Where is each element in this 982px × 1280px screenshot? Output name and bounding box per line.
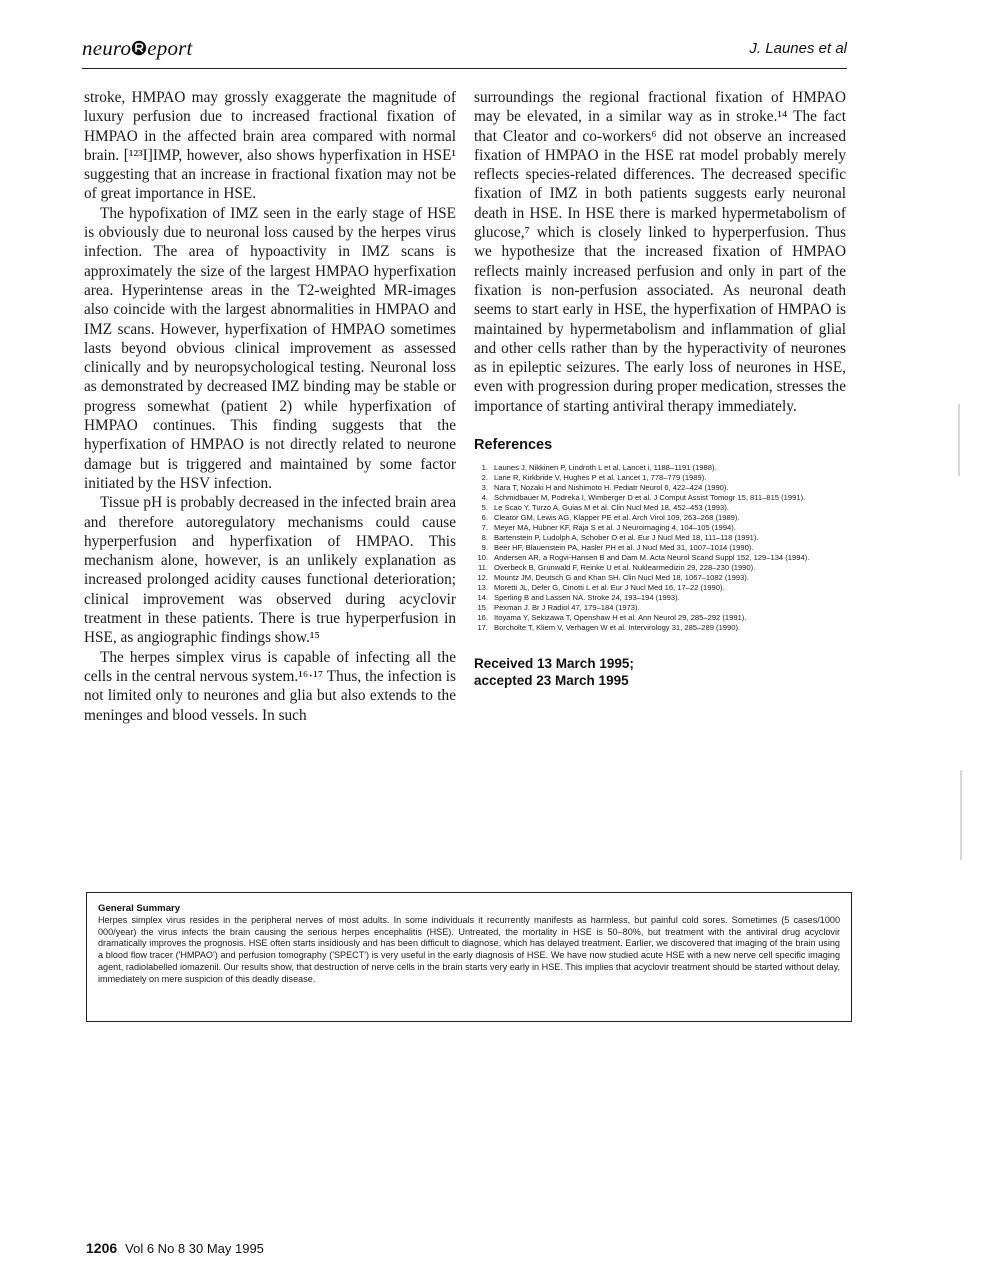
body-paragraph: The herpes simplex virus is capable of infecting all the cells in the central nervous system.¹⁶·¹⁷ Thus, the infection is not limited only to neurones and glia but also extends to the meninges and blood vessels. In such bbox=[84, 648, 456, 724]
reference-item bbox=[474, 493, 846, 503]
reference-number: 12. bbox=[477, 573, 488, 583]
reference-item bbox=[474, 603, 846, 613]
reference-item bbox=[474, 553, 846, 563]
reference-item bbox=[474, 463, 846, 473]
right-column bbox=[474, 88, 846, 689]
body-paragraph: surroundings the regional fractional fixation of HMPAO may be elevated, in a similar way as in stroke.¹⁴ The fact that Cleator and co-workers⁶ did not observe an increased fixation of HMPAO in the HSE rat model probably merely reflects species-related differences. The decreased specific fixation of IMZ in both patients suggests early neuronal death in HSE. In HSE there is marked hypermetabolism of glucose,⁷ which is closely linked to hyperperfusion. Thus we hypothesize that the increased fixation of HMPAO reflects mainly increased perfusion and only in part of the fixation is non-perfusion associated. As neuronal death seems to start early in HSE, the hyperfixation of HMPAO is maintained by hypermetabolism and inflammation of glial and other cells rather than by the hyperactivity of neurones as in epileptic seizures. The early loss of neurones in HSE, even with progression during proper medication, stresses the importance of starting antiviral therapy immediately. bbox=[474, 89, 846, 415]
journal-title-prefix: neuro bbox=[82, 36, 132, 60]
reference-text: Schmidbauer M, Podreka I, Wimberger D et al. J Comput Assist Tomogr 15, 811–815 (1991). bbox=[494, 493, 806, 503]
reference-item bbox=[474, 613, 846, 623]
reference-text: Pexman J. Br J Radiol 47, 179–184 (1973). bbox=[494, 603, 640, 613]
body-paragraph: The hypofixation of IMZ seen in the early stage of HSE is obviously due to neuronal loss caused by the herpes virus infection. The area of hypoactivity in IMZ scans is approximately the size of the largest HMPAO hyperfixation area. Hyperintense areas in the T2-weighted MR-images also coincide with the largest abnormalities in HMPAO and IMZ scans. However, hyperfixation of HMPAO sometimes lasts beyond obvious clinical improvement as assessed clinically and by neuropsychological testing. Neuronal loss as demonstrated by decreased IMZ binding may be stable or progress somewhat (patient 2) while hyperfixation of HMPAO continues. This finding suggests that the hyperfixation of HMPAO is not directly related to neurone damage but is triggered and maintained by some factor initiated by the HSV infection. bbox=[84, 204, 456, 492]
reference-item bbox=[474, 563, 846, 573]
reference-number: 2. bbox=[481, 473, 488, 483]
journal-logo-icon bbox=[131, 40, 147, 56]
scan-artifact bbox=[958, 404, 960, 476]
reference-number: 7. bbox=[481, 523, 488, 533]
reference-number: 4. bbox=[481, 493, 488, 503]
reference-text: Overbeck B, Grunwald F, Reinke U et al. Nuklearmedizin 29, 228–230 (1990). bbox=[494, 563, 756, 573]
reference-text: Beer HF, Blauenstein PA, Hasler PH et al. J Nucl Med 31, 1007–1014 (1990). bbox=[494, 543, 754, 553]
reference-text: Lane R, Kirkbride V, Hughes P et al. Lancet 1, 778–779 (1989). bbox=[494, 473, 707, 483]
reference-item bbox=[474, 483, 846, 493]
reference-item bbox=[474, 513, 846, 523]
reference-text: Le Scao Y, Turzo A, Guias M et al. Clin Nucl Med 18, 452–453 (1993). bbox=[494, 503, 729, 513]
reference-text: Launes J, Nikkinen P, Lindroth L et al. Lancet i, 1188–1191 (1988). bbox=[494, 463, 717, 473]
reference-number: 11. bbox=[478, 563, 488, 573]
reference-item bbox=[474, 623, 846, 633]
reference-list bbox=[474, 463, 846, 633]
reference-text: Itoyama Y, Sekizawa T, Openshaw H et al. Ann Neurol 29, 285–292 (1991). bbox=[494, 613, 747, 623]
reference-text: Meyer MA, Hubner KF, Raja S et al. J Neuroimaging 4, 104–105 (1994). bbox=[494, 523, 736, 533]
reference-text: Nara T, Nozaki H and Nishimoto H. Pediatr Neurol 6, 422–424 (1990). bbox=[494, 483, 729, 493]
journal-title bbox=[82, 36, 193, 61]
reference-item bbox=[474, 543, 846, 553]
general-summary-box bbox=[86, 892, 852, 1022]
reference-number: 6. bbox=[481, 513, 488, 523]
references-heading: References bbox=[474, 437, 553, 454]
reference-item bbox=[474, 473, 846, 483]
accepted-date: accepted 23 March 1995 bbox=[474, 673, 629, 689]
reference-item bbox=[474, 583, 846, 593]
reference-number: 17. bbox=[477, 623, 488, 633]
reference-text: Cleator GM, Lewis AG, Klapper PE et al. Arch Virol 109, 263–268 (1989). bbox=[494, 513, 740, 523]
summary-text: Herpes simplex virus resides in the peripheral nerves of most adults. In some individuals it recurrently manifests as harmless, but painful cold sores. Sometimes (5 cases/1000 000/year) the virus infects the brain causing the serious herpes encephalitis (HSE). Untreated, the mortality in HSE is 50–80%, but treatment with the antiviral drug acyclovir dramatically improves the prognosis. HSE often starts insidiously and has been difficult to diagnose, which has delayed treatment. Earlier, we discovered that imaging of the brain using a blood flow tracer ('HMPAO') and perfusion tomography ('SPECT') is very useful in the early diagnosis of HSE. We have now studied acute HSE with a new nerve cell specific imaging agent, radiolabelled iomazenil. Our results show, that destruction of nerve cells in the brain starts very early in HSE. This implies that acyclovir treatment should be started without delay, immediately on mere suspicion of this deadly disease. bbox=[98, 915, 840, 984]
reference-number: 10. bbox=[477, 553, 488, 563]
body-paragraph: Tissue pH is probably decreased in the infected brain area and therefore autoregulatory mechanisms could cause hyperperfusion and hyperfixation of HMPAO. This mechanism alone, however, is an unlikely explanation as increased prolonged acidity causes functional deterioration; clinical improvement was observed during acyclovir treatment in these patients. There is true hyperperfusion in HSE, as angiographic findings show.¹⁵ bbox=[84, 494, 456, 647]
reference-text: Mountz JM, Deutsch G and Khan SH. Clin Nucl Med 18, 1067–1082 (1993). bbox=[494, 573, 749, 583]
reference-item bbox=[474, 593, 846, 603]
reference-number: 1. bbox=[481, 463, 488, 473]
issue-info: Vol 6 No 8 30 May 1995 bbox=[125, 1241, 264, 1256]
reference-item bbox=[474, 523, 846, 533]
page-footer bbox=[86, 1240, 264, 1256]
reference-number: 9. bbox=[481, 543, 488, 553]
reference-text: Moretti JL, Defer G, Cinotti L et al. Eur J Nucl Med 16, 17–22 (1990). bbox=[494, 583, 725, 593]
reference-number: 13. bbox=[477, 583, 488, 593]
reference-text: Sperling B and Lassen NA. Stroke 24, 193–194 (1993). bbox=[494, 593, 680, 603]
reference-item bbox=[474, 573, 846, 583]
scan-artifact bbox=[960, 770, 962, 860]
reference-number: 8. bbox=[481, 533, 488, 543]
reference-number: 16. bbox=[477, 613, 488, 623]
journal-title-suffix: eport bbox=[147, 36, 193, 60]
reference-number: 3. bbox=[481, 483, 488, 493]
running-authors: J. Launes et al bbox=[749, 40, 847, 57]
body-paragraph: stroke, HMPAO may grossly exaggerate the magnitude of luxury perfusion due to increased fractional fixation of HMPAO in the affected brain area compared with normal brain. [¹²³I]IMP, however, also shows hyperfixation in HSE¹ suggesting that an increase in fractional fixation may not be of great importance in HSE. bbox=[84, 89, 456, 203]
left-column bbox=[84, 88, 456, 725]
reference-text: Andersen AR, a Rogvi-Hansen B and Dam M. Acta Neurol Scand Suppl 152, 129–134 (1994). bbox=[494, 553, 810, 563]
summary-title: General Summary bbox=[98, 903, 181, 914]
reference-number: 5. bbox=[481, 503, 488, 513]
received-dates bbox=[474, 655, 846, 689]
reference-text: Bartenstein P, Ludolph A, Schober O et al. Eur J Nucl Med 18, 111–118 (1991). bbox=[494, 533, 759, 543]
reference-number: 15. bbox=[477, 603, 488, 613]
received-date: Received 13 March 1995; bbox=[474, 656, 634, 672]
reference-number: 14. bbox=[477, 593, 488, 603]
page-header bbox=[82, 34, 847, 69]
reference-item bbox=[474, 503, 846, 513]
reference-item bbox=[474, 533, 846, 543]
reference-text: Borcholte T, Kliem V, Verhagen W et al. Intervirology 31, 285–289 (1990). bbox=[494, 623, 741, 633]
page-number: 1206 bbox=[86, 1240, 118, 1256]
